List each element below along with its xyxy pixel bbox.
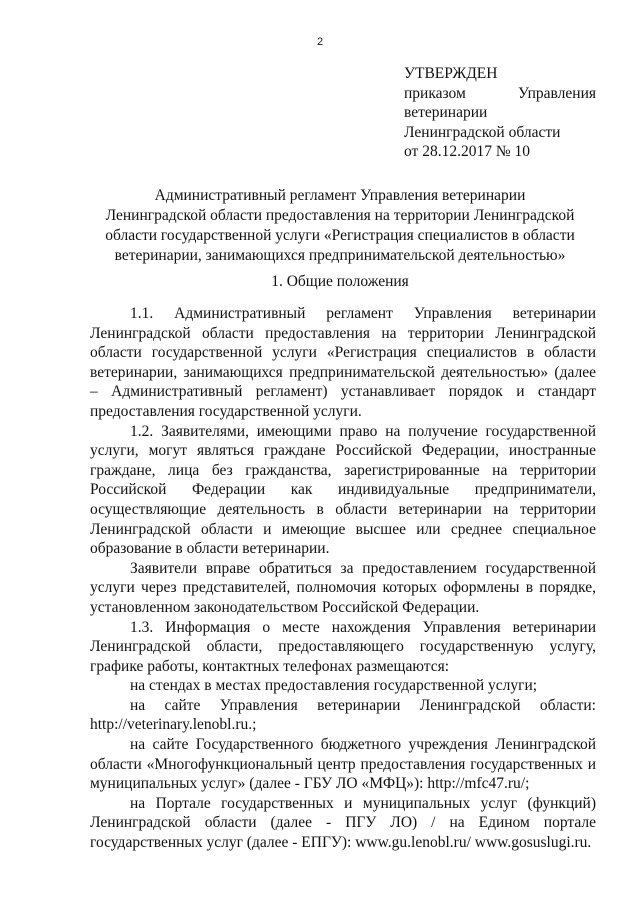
section-heading: 1. Общие положения bbox=[271, 273, 409, 290]
title-line: ветеринарии, занимающихся предпринимательской деятельностью» bbox=[114, 247, 566, 264]
approval-heading: УТВЕРЖДЕН bbox=[404, 65, 498, 82]
approval-order-line bbox=[404, 84, 596, 104]
approval-authority-word: Управления bbox=[518, 84, 596, 102]
paragraph-vet-site: на сайте Управления ветеринарии Ленинградской области: http://veterinary.lenobl.ru.; bbox=[90, 696, 596, 734]
title-line: Административный регламент Управления ветеринарии bbox=[154, 187, 526, 204]
paragraph-mfc-site: на сайте Государственного бюджетного учреждения Ленинградской области «Многофункциональный центр предоставления государственных и муниципальных услуг» (далее - ГБУ ЛО «МФЦ»): http://mfc47.ru/; bbox=[90, 736, 596, 793]
paragraph-portals: на Портале государственных и муниципальных услуг (функций) Ленинградской области (далее - ПГУ ЛО) / на Едином портале государственных услуг (далее - ЕПГУ): www.gu.lenobl.ru/ www.gosuslugi.ru. bbox=[90, 794, 596, 852]
approval-order-word: приказом bbox=[404, 84, 466, 102]
paragraph-stands: на стендах в местах предоставления государственной услуги; bbox=[130, 677, 538, 695]
approval-date-line: от 28.12.2017 № 10 bbox=[404, 143, 530, 160]
paragraph-representatives: Заявители вправе обратиться за предоставлением государственной услуги через представителей, полномочия которых оформлены в порядке, установленном законодательством Российской Федерации. bbox=[90, 559, 596, 616]
approval-authority-line: ветеринарии bbox=[404, 104, 488, 121]
paragraph-1-2: 1.2. Заявителями, имеющими право на получение государственной услуги, могут являться граждане Российской Федерации, иностранные граждане, лица без гражданства, зарегистрированные на территории Российской Федерации как индивидуальные предприниматели, осуществляющие деятельность в области ветеринарии на территории Ленинградской области и имеющие высшее или среднее специальное образование в области ветеринарии. bbox=[90, 422, 596, 558]
approval-region-line: Ленинградской области bbox=[404, 123, 561, 141]
paragraph-1-3: 1.3. Информация о месте нахождения Управления ветеринарии Ленинградской области, предоставляющего государственную услугу, графике работы, контактных телефонах размещаются: bbox=[90, 618, 596, 675]
page-number: 2 bbox=[316, 36, 324, 48]
document-body bbox=[90, 304, 596, 853]
paragraph-1-1: 1.1. Административный регламент Управления ветеринарии Ленинградской области предоставления на территории Ленинградской области государственной услуги «Регистрация специалистов в области ветеринарии, занимающихся предпринимательской деятельностью» (далее – Административный регламент) устанавливает порядок и стандарт предоставления государственной услуги. bbox=[90, 305, 596, 420]
approval-stamp bbox=[404, 64, 596, 162]
title-line: Ленинградской области предоставления на территории Ленинградской bbox=[105, 207, 575, 224]
title-line: области государственной услуги «Регистрация специалистов в области bbox=[105, 227, 575, 244]
document-title bbox=[90, 186, 590, 266]
